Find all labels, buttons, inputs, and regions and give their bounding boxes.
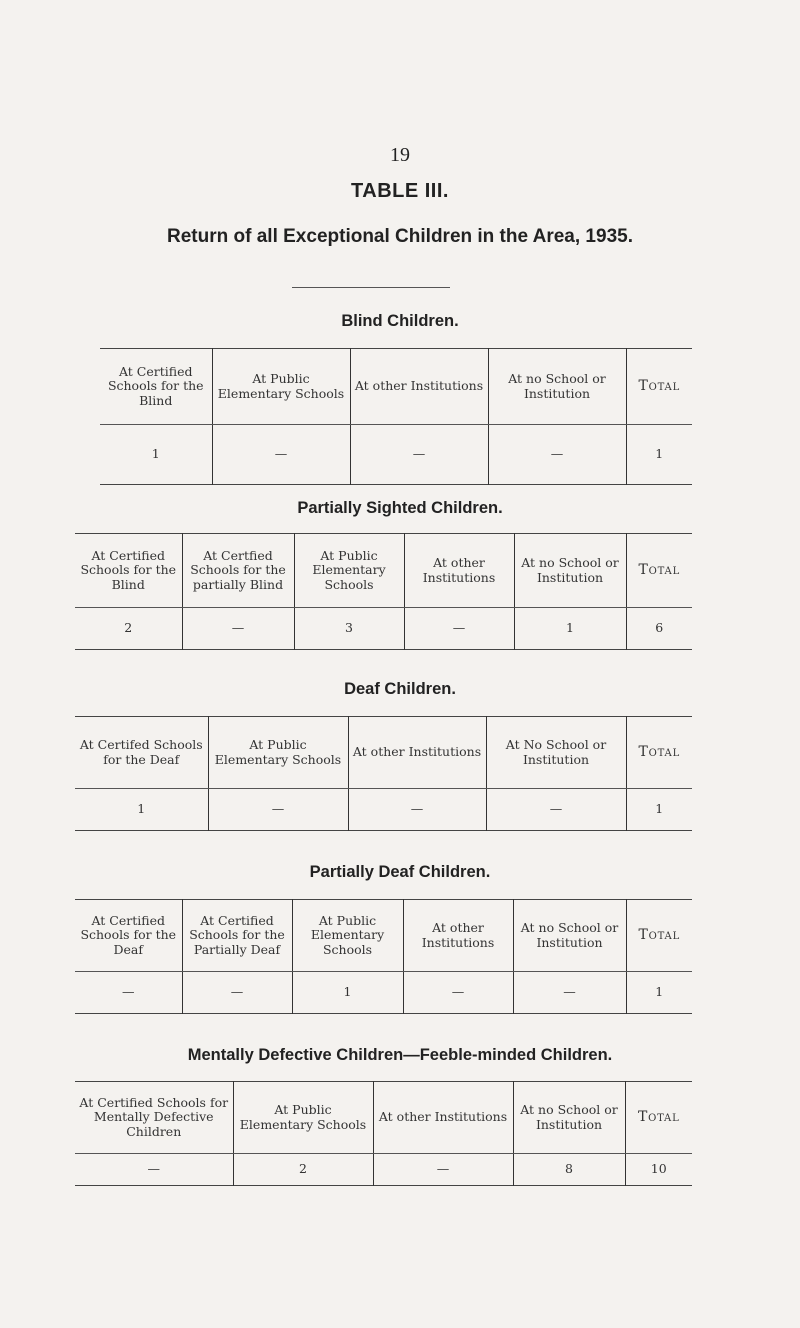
value-cell: — xyxy=(122,984,135,1000)
header-cell: At Certified Schools for the Blind xyxy=(100,349,212,425)
value-cell: — xyxy=(404,608,514,650)
value-cell: — xyxy=(488,425,626,485)
header-cell: At Public Elementary Schools xyxy=(294,534,404,608)
header-row xyxy=(75,534,692,608)
value-row xyxy=(75,789,692,831)
header-cell: At Certified Schools for the Partially Deaf xyxy=(182,900,292,972)
value-cell-total: 6 xyxy=(626,608,692,650)
header-cell-total: Total xyxy=(626,717,692,789)
value-cell: — xyxy=(147,1161,160,1177)
value-cell: — xyxy=(350,425,488,485)
header-row xyxy=(100,349,692,425)
value-row xyxy=(100,425,692,485)
value-cell: — xyxy=(373,1154,513,1186)
table-mentally-defective xyxy=(75,1081,692,1186)
header-cell: At No School or Institution xyxy=(486,717,626,789)
header-cell: At Public Elementary Schools xyxy=(212,349,350,425)
table-partially-sighted xyxy=(75,533,692,650)
header-cell: At other Institutions xyxy=(350,349,488,425)
value-cell: 1 xyxy=(137,801,146,817)
value-cell: 1 xyxy=(292,972,403,1014)
section-title-mentally-defective: Mentally Defective Children—Feeble-minded Children. xyxy=(187,1046,613,1064)
value-cell-total: 1 xyxy=(626,972,692,1014)
value-cell: — xyxy=(182,608,294,650)
header-cell: At no School or Institution xyxy=(514,534,626,608)
header-cell: At Certfied Schools for the partially Blind xyxy=(182,534,294,608)
header-cell-total: Total xyxy=(625,1082,692,1154)
header-cell: At Certified Schools for the Deaf xyxy=(75,900,182,972)
value-cell: 1 xyxy=(151,446,160,462)
value-cell: 2 xyxy=(124,620,133,636)
header-cell: At other Institutions xyxy=(404,534,514,608)
value-cell: — xyxy=(486,789,626,831)
section-title-partially-sighted: Partially Sighted Children. xyxy=(297,499,503,517)
value-cell: — xyxy=(513,972,626,1014)
value-cell: 1 xyxy=(514,608,626,650)
table-blind xyxy=(100,348,692,485)
header-cell: At Certified Schools for Mentally Defective Children xyxy=(75,1082,233,1154)
header-cell-total: Total xyxy=(626,534,692,608)
page-number: 19 xyxy=(390,144,410,166)
value-cell: 3 xyxy=(294,608,404,650)
table-title: TABLE III. xyxy=(351,180,449,202)
header-row xyxy=(75,717,692,789)
value-row xyxy=(75,608,692,650)
header-cell: At no School or Institution xyxy=(513,900,626,972)
table-partially-deaf xyxy=(75,899,692,1014)
value-cell-total: 1 xyxy=(626,425,692,485)
section-title-deaf: Deaf Children. xyxy=(344,680,456,698)
value-cell: — xyxy=(182,972,292,1014)
value-cell: — xyxy=(208,789,348,831)
section-title-partially-deaf: Partially Deaf Children. xyxy=(309,863,491,881)
value-row xyxy=(75,972,692,1014)
header-cell: At no School or Institution xyxy=(488,349,626,425)
value-cell: — xyxy=(403,972,513,1014)
header-cell-total: Total xyxy=(626,349,692,425)
value-cell-total: 10 xyxy=(625,1154,692,1186)
value-cell: 2 xyxy=(233,1154,373,1186)
header-cell: At Certified Schools for the Blind xyxy=(75,534,182,608)
value-cell: — xyxy=(348,789,486,831)
value-cell-total: 1 xyxy=(626,789,692,831)
table-subtitle: Return of all Exceptional Children in the Area, 1935. xyxy=(167,226,633,247)
header-cell: At no School or Institution xyxy=(513,1082,625,1154)
header-cell: At Public Elementary Schools xyxy=(208,717,348,789)
header-cell-total: Total xyxy=(626,900,692,972)
header-cell: At other Institutions xyxy=(348,717,486,789)
table-deaf xyxy=(75,716,692,831)
header-cell: At Certifed Schools for the Deaf xyxy=(75,717,208,789)
header-cell: At other Institutions xyxy=(403,900,513,972)
header-row xyxy=(75,900,692,972)
divider-rule xyxy=(292,287,450,288)
value-cell: 8 xyxy=(513,1154,625,1186)
header-row xyxy=(75,1082,692,1154)
value-cell: — xyxy=(212,425,350,485)
header-cell: At other Institutions xyxy=(373,1082,513,1154)
header-cell: At Public Elementary Schools xyxy=(233,1082,373,1154)
section-title-blind: Blind Children. xyxy=(341,312,459,330)
value-row xyxy=(75,1154,692,1186)
header-cell: At Public Elementary Schools xyxy=(292,900,403,972)
